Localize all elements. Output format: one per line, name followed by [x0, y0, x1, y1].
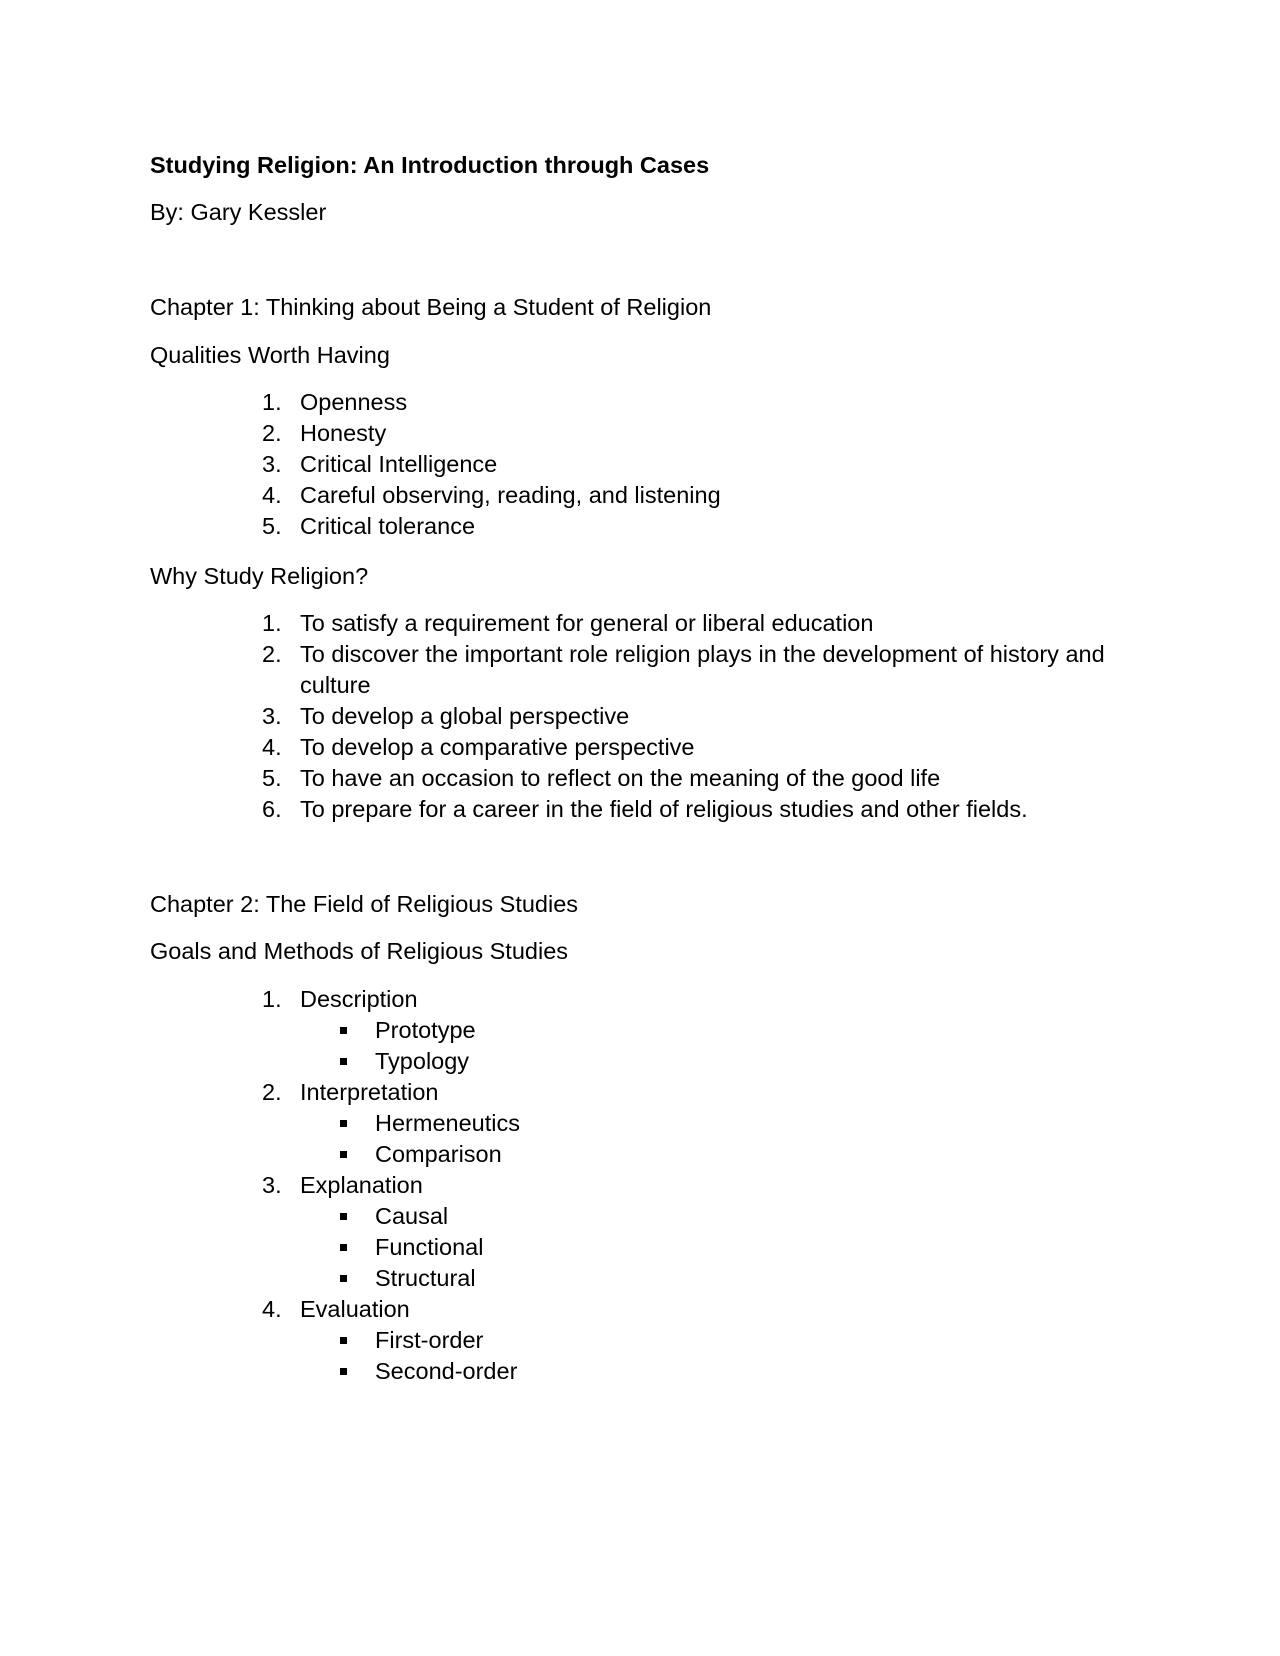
sub-list-text: Hermeneutics — [375, 1110, 520, 1136]
list-number: 1. — [262, 389, 282, 415]
list-number: 1. — [262, 986, 282, 1012]
list-text: To prepare for a career in the field of religious studies and other fields. — [300, 796, 1028, 822]
chapter1-heading: Chapter 1: Thinking about Being a Student of Religion — [150, 294, 712, 320]
list-text: Critical tolerance — [300, 513, 476, 539]
list-item — [0, 639, 1280, 701]
list-item — [0, 418, 1280, 449]
sub-list-text: Prototype — [375, 1017, 476, 1043]
list-text: Evaluation — [300, 1296, 410, 1322]
sub-list-item — [0, 1263, 1280, 1294]
list-item — [0, 1077, 1280, 1108]
list-number: 6. — [262, 796, 282, 822]
square-bullet-icon — [340, 1275, 347, 1282]
why-list — [0, 608, 1280, 825]
list-number: 5. — [262, 765, 282, 791]
list-number: 1. — [262, 610, 282, 636]
sub-list-item — [0, 1108, 1280, 1139]
list-text: Careful observing, reading, and listening — [300, 482, 721, 508]
list-number: 2. — [262, 1079, 282, 1105]
list-text: Explanation — [300, 1172, 423, 1198]
list-number: 4. — [262, 734, 282, 760]
square-bullet-icon — [340, 1368, 347, 1375]
square-bullet-icon — [340, 1151, 347, 1158]
qualities-heading: Qualities Worth Having — [150, 342, 390, 368]
list-item — [0, 701, 1280, 732]
list-number: 3. — [262, 1172, 282, 1198]
sub-list-text: Structural — [375, 1265, 476, 1291]
sub-list-text: Comparison — [375, 1141, 502, 1167]
sub-list-item — [0, 1046, 1280, 1077]
sub-list-item — [0, 1356, 1280, 1387]
sub-list-item — [0, 1015, 1280, 1046]
list-item — [0, 732, 1280, 763]
square-bullet-icon — [340, 1244, 347, 1251]
list-text: To have an occasion to reflect on the meaning of the good life — [300, 765, 941, 791]
list-text: To satisfy a requirement for general or liberal education — [300, 610, 874, 636]
square-bullet-icon — [340, 1213, 347, 1220]
list-text: To discover the important role religion plays in the development of history and culture — [300, 641, 1105, 698]
list-item — [0, 1294, 1280, 1325]
list-item — [0, 984, 1280, 1015]
list-text: Interpretation — [300, 1079, 439, 1105]
list-item — [0, 763, 1280, 794]
sub-list-item — [0, 1325, 1280, 1356]
goals-heading: Goals and Methods of Religious Studies — [150, 938, 569, 964]
sub-list-item — [0, 1139, 1280, 1170]
list-text: Honesty — [300, 420, 387, 446]
list-text: To develop a global perspective — [300, 703, 630, 729]
list-item — [0, 387, 1280, 418]
list-number: 3. — [262, 703, 282, 729]
square-bullet-icon — [340, 1337, 347, 1344]
sub-list-text: First-order — [375, 1327, 484, 1353]
sub-list-text: Typology — [375, 1048, 470, 1074]
square-bullet-icon — [340, 1120, 347, 1127]
list-number: 2. — [262, 420, 282, 446]
list-item — [0, 449, 1280, 480]
list-text: To develop a comparative perspective — [300, 734, 695, 760]
square-bullet-icon — [340, 1027, 347, 1034]
sub-list-text: Causal — [375, 1203, 449, 1229]
list-item — [0, 1170, 1280, 1201]
list-number: 4. — [262, 1296, 282, 1322]
list-item — [0, 794, 1280, 825]
goals-list — [0, 984, 1280, 1387]
chapter2-heading: Chapter 2: The Field of Religious Studies — [150, 891, 579, 917]
sub-list-text: Second-order — [375, 1358, 518, 1384]
list-item — [0, 608, 1280, 639]
square-bullet-icon — [340, 1058, 347, 1065]
list-number: 2. — [262, 641, 282, 667]
qualities-list — [0, 387, 1280, 542]
document-title: Studying Religion: An Introduction through Cases — [150, 152, 710, 178]
list-text: Openness — [300, 389, 408, 415]
document-author: By: Gary Kessler — [150, 199, 327, 225]
sub-list-text: Functional — [375, 1234, 484, 1260]
sub-list-item — [0, 1232, 1280, 1263]
list-text: Description — [300, 986, 418, 1012]
sub-list-item — [0, 1201, 1280, 1232]
list-number: 3. — [262, 451, 282, 477]
why-heading: Why Study Religion? — [150, 563, 369, 589]
list-text: Critical Intelligence — [300, 451, 498, 477]
list-item — [0, 480, 1280, 511]
list-number: 5. — [262, 513, 282, 539]
list-number: 4. — [262, 482, 282, 508]
list-item — [0, 511, 1280, 542]
